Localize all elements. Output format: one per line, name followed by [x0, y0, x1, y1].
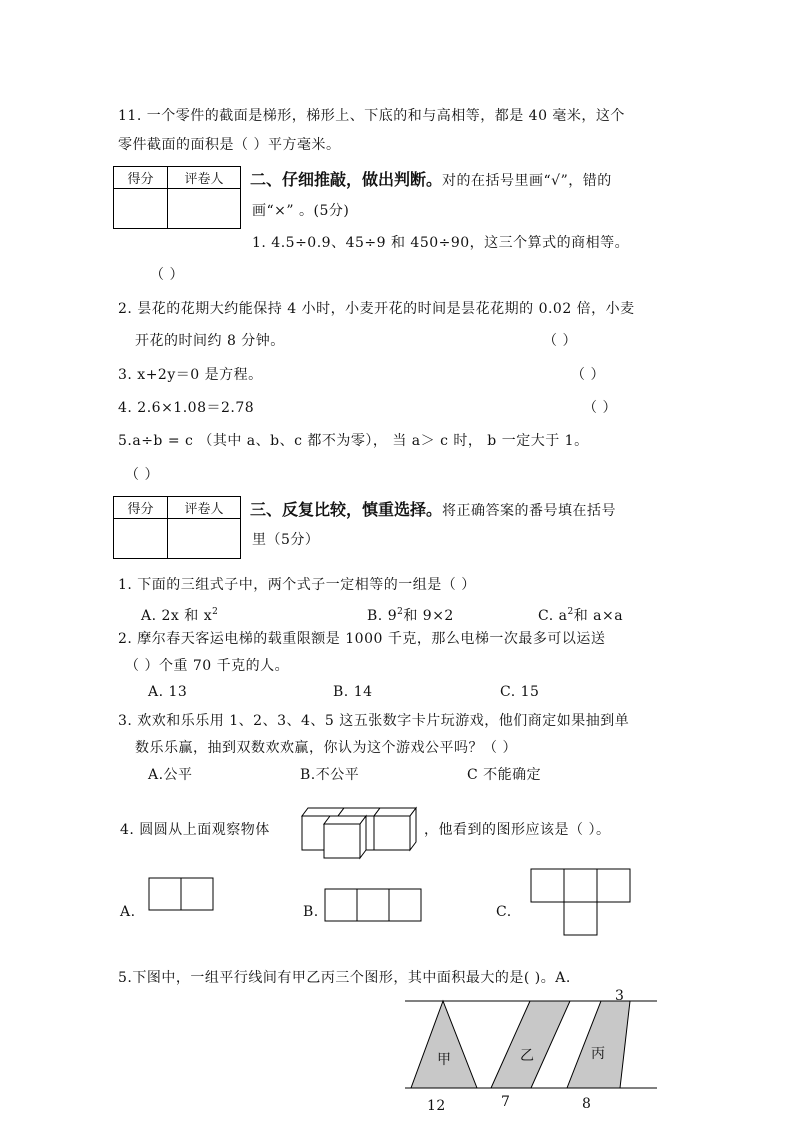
choice-q2-stem2: （ ）个重 70 千克的人。: [125, 658, 290, 674]
section2-instr2: 画“×” 。(5分): [252, 203, 350, 219]
judge-item-4: 4. 2.6×1.08＝2.78: [118, 400, 255, 416]
score-label: 得分: [114, 167, 168, 189]
choice-q2-option-b[interactable]: B. 14: [333, 684, 373, 700]
judge-item-5: 5.a÷b = c （其中 a、b、c 都不为零）， 当 a＞ c 时， b 一定大于 1。: [118, 433, 589, 449]
choice-q3-option-c[interactable]: C 不能确定: [467, 767, 542, 783]
length-8: 8: [582, 1096, 592, 1112]
q11-line1: 11. 一个零件的截面是梯形，梯形上、下底的和与高相等，都是 40 毫米，这个: [118, 108, 625, 124]
length-7: 7: [501, 1094, 511, 1110]
score-label: 得分: [114, 497, 168, 519]
section2-instr1: 对的在括号里画“√”，错的: [442, 173, 612, 189]
judge-paren-3[interactable]: （ ）: [571, 367, 605, 383]
length-top: 3: [615, 988, 625, 1004]
option-c-figure[interactable]: [530, 868, 632, 938]
choice-q2-option-a[interactable]: A. 13: [148, 684, 188, 700]
section3-instr1: 将正确答案的番号填在括号: [442, 503, 617, 519]
judge-paren-4[interactable]: （ ）: [583, 400, 617, 416]
section3-heading: [250, 501, 616, 520]
choice-q2-option-c[interactable]: C. 15: [500, 684, 540, 700]
choice-q4-option-b[interactable]: B.: [303, 904, 319, 920]
cube-stack-figure: [298, 804, 420, 860]
choice-q1-option-a[interactable]: A. 2x 和 $x^2$: [141, 607, 219, 624]
option-a-figure[interactable]: [148, 877, 216, 913]
judge-paren-2[interactable]: （ ）: [543, 333, 577, 349]
option-b-figure[interactable]: [324, 888, 422, 924]
choice-q4-option-a[interactable]: A.: [120, 904, 136, 920]
section2-heading: [250, 171, 612, 190]
grader-label: 评卷人: [168, 167, 241, 189]
q11-line2: 零件截面的面积是（ ）平方毫米。: [118, 137, 341, 153]
section3-title: 三、反复比较，慎重选择。: [250, 500, 443, 519]
judge-paren-1[interactable]: （ ）: [150, 267, 184, 283]
score-cell[interactable]: [114, 519, 168, 559]
choice-q3-stem2: 数乐乐赢，抽到双数欢欢赢，你认为这个游戏公平吗？（ ）: [135, 740, 517, 756]
length-12: 12: [427, 1098, 446, 1114]
choice-q3-option-a[interactable]: A.公平: [148, 767, 193, 783]
judge-paren-5[interactable]: （ ）: [125, 467, 159, 483]
section3-instr2: 里（5分）: [252, 532, 320, 548]
score-cell[interactable]: [114, 189, 168, 229]
choice-q4-stem-post: ，他看到的图形应该是（ ）。: [424, 822, 611, 838]
choice-q1-stem: 1. 下面的三组式子中，两个式子一定相等的一组是（ ）: [118, 577, 476, 593]
choice-q2-stem: 2. 摩尔春天客运电梯的载重限额是 1000 千克，那么电梯一次最多可以运送: [118, 631, 606, 647]
choice-q3-option-b[interactable]: B.不公平: [300, 767, 360, 783]
choice-q4-option-c[interactable]: C.: [496, 904, 512, 920]
score-box-section2: [113, 166, 241, 229]
shape-label-jia: 甲: [437, 1052, 452, 1068]
shape-label-yi: 乙: [520, 1048, 535, 1064]
judge-item-1: 1. 4.5÷0.9、45÷9 和 450÷90，这三个算式的商相等。: [252, 235, 630, 251]
choice-q1-option-b[interactable]: B. $9^2$和 9×2: [367, 607, 454, 624]
choice-q5-stem: 5.下图中，一组平行线间有甲乙丙三个图形，其中面积最大的是( )。A.: [118, 970, 571, 986]
section2-title: 二、仔细推敲，做出判断。: [250, 170, 443, 189]
judge-item-2-line2: 开花的时间约 8 分钟。: [135, 333, 285, 349]
grader-cell[interactable]: [168, 189, 241, 229]
choice-q3-stem: 3. 欢欢和乐乐用 1、2、3、4、5 这五张数字卡片玩游戏，他们商定如果抽到单: [118, 713, 630, 729]
judge-item-2: 2. 昙花的花期大约能保持 4 小时，小麦开花的时间是昙花花期的 0.02 倍，小麦: [118, 301, 635, 317]
score-box-section3: [113, 496, 241, 559]
choice-q4-stem-pre: 4. 圆圆从上面观察物体: [120, 822, 270, 838]
shape-label-bing: 丙: [591, 1046, 606, 1062]
grader-label: 评卷人: [168, 497, 241, 519]
judge-item-3: 3. x+2y＝0 是方程。: [118, 367, 263, 383]
choice-q1-option-c[interactable]: C. $a^2$和 a×a: [538, 607, 624, 624]
grader-cell[interactable]: [168, 519, 241, 559]
